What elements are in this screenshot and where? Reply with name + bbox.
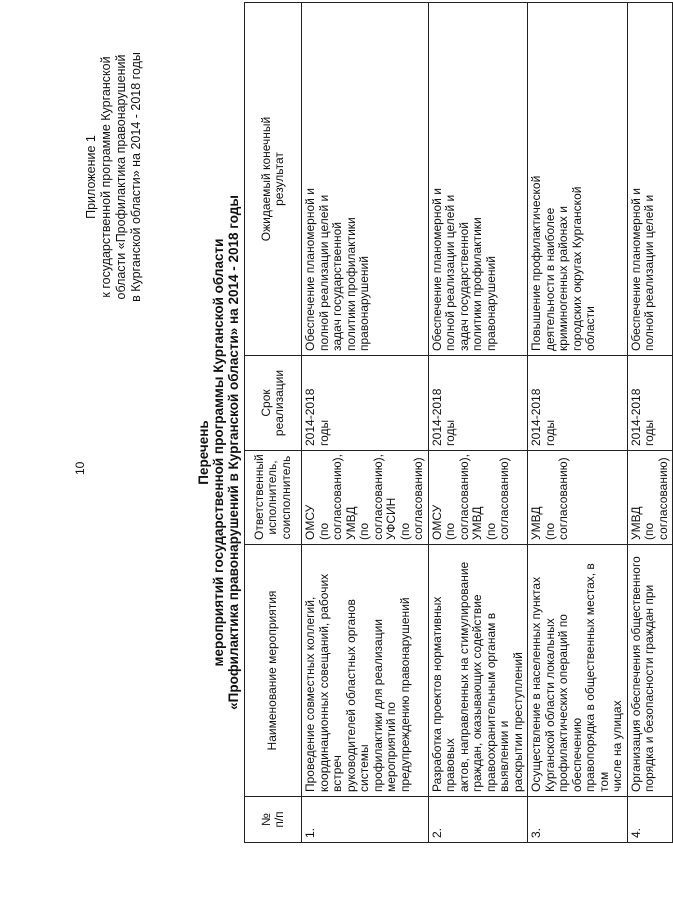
row-num: 2. <box>428 797 528 843</box>
table-header-row <box>245 3 302 843</box>
appendix-note <box>84 27 144 327</box>
page-number: 10 <box>73 461 87 475</box>
row-period: 2014-2018 годы <box>428 356 528 451</box>
header-name: Наименование мероприятия <box>245 545 302 797</box>
row-result: Обеспечение планомерной и полной реализации целей и задач государственной политики профилактики правонарушений <box>302 3 429 356</box>
row-num: 4. <box>627 797 673 843</box>
table-row <box>528 3 628 843</box>
document-title <box>196 0 241 905</box>
row-executor: ОМСУ (по согласованию), УМВД (по согласованию) <box>428 451 528 545</box>
row-name: Организация обеспечения общественного порядка и безопасности граждан при <box>627 545 673 797</box>
row-num: 3. <box>528 797 628 843</box>
measures-table <box>244 2 673 843</box>
row-result: Обеспечение планомерной и полной реализации целей и задач государственной политики профилактики правонарушений <box>428 3 528 356</box>
row-num: 1. <box>302 797 429 843</box>
row-executor: ОМСУ (по согласованию), УМВД (по согласованию), УФСИН (по согласованию) <box>302 451 429 545</box>
row-name: Проведение совместных коллегий, координационных совещаний, рабочих встреч руководителей областных органов системы профилактики для реализации мероприятий по предупреждению правонарушений <box>302 545 429 797</box>
row-executor: УМВД (по согласованию) <box>528 451 628 545</box>
header-result: Ожидаемый конечный результат <box>245 3 302 356</box>
row-period: 2014-2018 годы <box>528 356 628 451</box>
row-name: Осуществление в населенных пунктах Курганской области локальных профилактических операций по обеспечению правопорядка в общественных местах, в том числе на улицах <box>528 545 628 797</box>
table-row <box>428 3 528 843</box>
appendix-line: в Курганской области» на 2014 - 2018 годы <box>129 52 143 302</box>
row-period: 2014-2018 годы <box>627 356 673 451</box>
row-name: Разработка проектов нормативных правовых актов, направленных на стимулирование граждан, оказывающих содействие правоохранительным органам в выявлении и раскрытии преступлений <box>428 545 528 797</box>
header-num: № п/п <box>245 797 302 843</box>
header-executor: Ответственный исполнитель, соисполнитель <box>245 451 302 545</box>
row-executor: УМВД (по согласованию) <box>627 451 673 545</box>
table-row <box>302 3 429 843</box>
appendix-line: области «Профилактика правонарушений <box>114 54 128 300</box>
header-period: Срок реализации <box>245 356 302 451</box>
table-row <box>627 3 673 843</box>
row-period: 2014-2018 годы <box>302 356 429 451</box>
appendix-line: Приложение 1 <box>84 135 98 219</box>
title-line: «Профилактика правонарушений в Курганской области» на 2014 - 2018 годы <box>226 195 241 710</box>
title-line: мероприятий государственной программы Курганской области <box>211 238 226 667</box>
row-result: Повышение профилактической деятельности в наиболее криминогенных районах и городских округах Курганской области <box>528 3 628 356</box>
title-line: Перечень <box>196 420 211 485</box>
appendix-line: к государственной программе Курганской <box>99 56 113 298</box>
row-result: Обеспечение планомерной и полной реализации целей и <box>627 3 673 356</box>
